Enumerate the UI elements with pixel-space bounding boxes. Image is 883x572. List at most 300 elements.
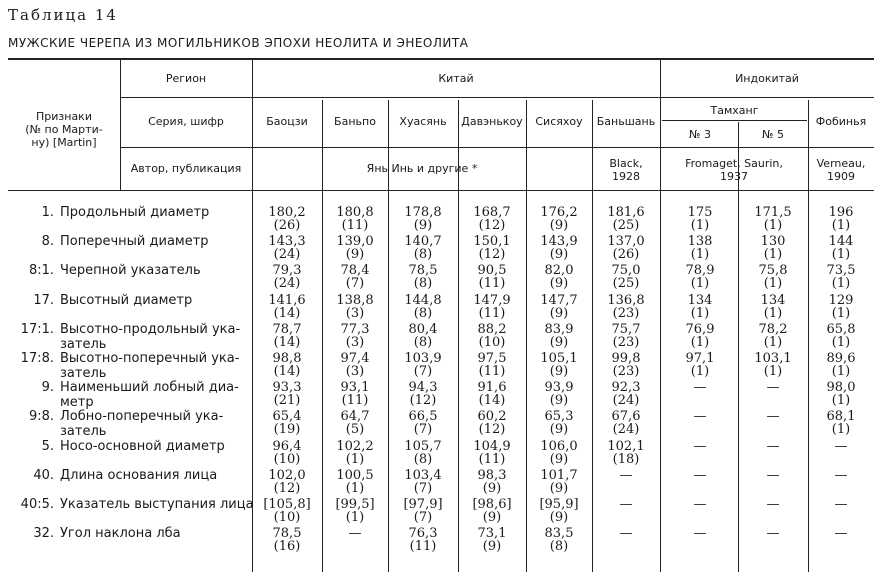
feature-number: 5. — [41, 439, 54, 454]
value-cell — [526, 381, 592, 407]
feature-number: 40. — [33, 468, 54, 483]
value-count: (9) — [549, 306, 569, 321]
value-count: (24) — [612, 422, 640, 437]
value-count: (9) — [549, 276, 569, 291]
value-count: (8) — [413, 247, 433, 262]
value-count: (9) — [345, 247, 365, 262]
value-cell — [738, 381, 808, 407]
value-count: (11) — [478, 276, 506, 291]
value-count: (12) — [478, 218, 506, 233]
value-count: (9) — [482, 510, 502, 525]
value-cell — [252, 381, 322, 407]
value-count: (1) — [831, 306, 851, 321]
value-cell — [592, 352, 660, 378]
value-cell — [252, 352, 322, 378]
value-count — [808, 482, 874, 495]
value-cell — [458, 440, 526, 466]
value-count: (23) — [612, 364, 640, 379]
value-count: (1) — [763, 364, 783, 379]
table-title: МУЖСКИЕ ЧЕРЕПА ИЗ МОГИЛЬНИКОВ ЭПОХИ НЕОЛИТА И ЭНЕОЛИТА — [8, 36, 469, 50]
value-cell — [388, 469, 458, 495]
value-mean: — — [619, 526, 633, 541]
value-mean: 79,3 — [272, 263, 302, 278]
value-cell — [252, 206, 322, 232]
value-count: (19) — [273, 422, 301, 437]
value-mean: 134 — [687, 293, 713, 308]
feature-text: Указатель выступания лица — [60, 497, 254, 512]
value-cell — [526, 410, 592, 436]
value-count: (1) — [690, 218, 710, 233]
value-mean: 143,3 — [268, 234, 306, 249]
value-count: (1) — [690, 247, 710, 262]
value-count — [738, 453, 808, 466]
value-cell — [388, 440, 458, 466]
feature-number: 8:1. — [28, 263, 54, 278]
value-cell — [662, 527, 738, 553]
rule-tamhang — [662, 120, 807, 121]
value-cell — [322, 206, 388, 232]
value-count: (9) — [549, 510, 569, 525]
value-mean: 137,0 — [607, 234, 645, 249]
value-cell — [252, 410, 322, 436]
value-count: (14) — [273, 364, 301, 379]
value-cell — [526, 469, 592, 495]
feature-label — [8, 468, 217, 483]
value-count: (9) — [549, 335, 569, 350]
value-count — [662, 423, 738, 436]
value-count: (1) — [690, 276, 710, 291]
value-count: (23) — [612, 306, 640, 321]
value-cell — [458, 323, 526, 349]
value-count — [808, 453, 874, 466]
feature-text: Длина основания лица — [60, 468, 218, 483]
value-mean: 78,5 — [408, 263, 438, 278]
value-cell — [322, 264, 388, 290]
value-mean: — — [834, 497, 848, 512]
value-cell — [808, 264, 874, 290]
feature-text: Угол наклона лба — [60, 526, 181, 541]
value-cell — [388, 206, 458, 232]
value-count: (26) — [612, 247, 640, 262]
feature-text: Носо-основной диаметр — [60, 439, 225, 454]
value-count — [662, 511, 738, 524]
value-cell — [808, 498, 874, 524]
value-mean: 102,0 — [268, 468, 306, 483]
value-mean: 66,5 — [408, 409, 438, 424]
value-count: (1) — [763, 335, 783, 350]
value-cell — [526, 264, 592, 290]
value-mean: 78,2 — [758, 322, 788, 337]
value-cell — [526, 440, 592, 466]
series-header: Баньшань — [596, 115, 656, 128]
value-cell — [458, 235, 526, 261]
value-count: (9) — [549, 364, 569, 379]
value-count: (8) — [413, 335, 433, 350]
series-header: Фобинья — [815, 115, 867, 128]
value-mean: 196 — [828, 205, 854, 220]
value-mean: 96,4 — [272, 439, 302, 454]
author-fromaget: Fromaget, Saurin, 1937 — [685, 157, 783, 183]
value-cell — [252, 323, 322, 349]
value-mean: 78,7 — [272, 322, 302, 337]
value-mean: 143,9 — [540, 234, 578, 249]
value-cell — [738, 294, 808, 320]
value-mean: 97,5 — [477, 351, 507, 366]
value-cell — [738, 206, 808, 232]
value-count: (9) — [549, 481, 569, 496]
feature-text: затель — [60, 366, 107, 381]
value-count — [808, 511, 874, 524]
feature-number: 9. — [41, 380, 54, 395]
value-cell — [592, 381, 660, 407]
value-cell — [662, 498, 738, 524]
value-count — [738, 482, 808, 495]
table-top-rule — [8, 58, 874, 60]
value-count: (1) — [690, 364, 710, 379]
value-mean: 180,8 — [336, 205, 374, 220]
value-count: (8) — [549, 539, 569, 554]
value-mean: 90,5 — [477, 263, 507, 278]
value-count: (1) — [831, 276, 851, 291]
value-cell — [388, 323, 458, 349]
value-cell — [662, 381, 738, 407]
value-mean: 78,5 — [272, 526, 302, 541]
feature-text: Высотно-поперечный ука- — [60, 351, 240, 366]
value-mean: 93,9 — [544, 380, 574, 395]
value-cell — [526, 527, 592, 553]
feature-number: 32. — [33, 526, 54, 541]
value-mean: 181,6 — [607, 205, 645, 220]
features-header: Признаки (№ по Марти- ну) [Martin] — [25, 110, 103, 149]
value-cell — [662, 440, 738, 466]
value-cell — [388, 352, 458, 378]
value-cell — [322, 469, 388, 495]
value-count: (10) — [273, 510, 301, 525]
value-mean: [105,8] — [263, 497, 311, 512]
value-count: (12) — [273, 481, 301, 496]
value-cell — [808, 410, 874, 436]
value-mean: 130 — [760, 234, 786, 249]
value-cell — [388, 381, 458, 407]
value-cell — [662, 294, 738, 320]
value-cell — [458, 381, 526, 407]
feature-label — [8, 351, 239, 381]
value-mean: [97,9] — [403, 497, 443, 512]
value-mean: 105,7 — [404, 439, 442, 454]
value-count: (7) — [413, 422, 433, 437]
value-mean: 65,4 — [272, 409, 302, 424]
series-header: Баоцзи — [266, 115, 308, 128]
feature-text: Черепной указатель — [60, 263, 201, 278]
value-mean: — — [766, 497, 780, 512]
value-mean: 168,7 — [473, 205, 511, 220]
feature-number: 17. — [33, 293, 54, 308]
value-mean: 106,0 — [540, 439, 578, 454]
value-cell — [738, 264, 808, 290]
value-count: (1) — [831, 218, 851, 233]
value-mean: 141,6 — [268, 293, 306, 308]
value-cell — [458, 206, 526, 232]
feature-label — [8, 322, 240, 352]
value-count: (7) — [413, 364, 433, 379]
value-mean: — — [693, 409, 707, 424]
value-count: (9) — [413, 218, 433, 233]
value-cell — [322, 323, 388, 349]
value-mean: 178,8 — [404, 205, 442, 220]
value-count: (25) — [612, 218, 640, 233]
value-mean: 144 — [828, 234, 854, 249]
value-cell — [322, 352, 388, 378]
value-count: (1) — [763, 247, 783, 262]
value-mean: [98,6] — [472, 497, 512, 512]
value-mean: — — [693, 380, 707, 395]
feature-text: Высотно-продольный ука- — [60, 322, 241, 337]
value-cell — [738, 352, 808, 378]
value-mean: 129 — [828, 293, 854, 308]
value-count: (9) — [549, 247, 569, 262]
value-mean: 60,2 — [477, 409, 507, 424]
value-mean: — — [693, 439, 707, 454]
value-cell — [738, 323, 808, 349]
feature-label — [8, 497, 254, 512]
header-bottom-rule — [8, 190, 874, 191]
value-cell — [592, 206, 660, 232]
value-mean: 171,5 — [754, 205, 792, 220]
value-count: (1) — [763, 218, 783, 233]
value-count: (8) — [413, 306, 433, 321]
value-cell — [808, 527, 874, 553]
value-count — [738, 423, 808, 436]
value-cell — [592, 469, 660, 495]
value-count: (11) — [478, 364, 506, 379]
value-mean: — — [693, 468, 707, 483]
value-cell — [592, 527, 660, 553]
value-cell — [388, 527, 458, 553]
value-count: (9) — [549, 393, 569, 408]
feature-label — [8, 526, 181, 541]
value-count: (7) — [413, 510, 433, 525]
value-count: (1) — [345, 452, 365, 467]
feature-text: Поперечный диаметр — [60, 234, 209, 249]
value-count — [592, 540, 660, 553]
value-mean: 83,9 — [544, 322, 574, 337]
value-count: (26) — [273, 218, 301, 233]
value-count — [738, 394, 808, 407]
value-count: (1) — [831, 364, 851, 379]
value-count: (12) — [478, 247, 506, 262]
value-mean: 91,6 — [477, 380, 507, 395]
value-cell — [322, 498, 388, 524]
value-cell — [322, 381, 388, 407]
value-mean: 139,0 — [336, 234, 374, 249]
value-mean: 65,8 — [826, 322, 856, 337]
region-label: Регион — [165, 72, 207, 85]
value-count: (16) — [273, 539, 301, 554]
value-mean: 101,7 — [540, 468, 578, 483]
region-indochina: Индокитай — [735, 72, 799, 85]
value-mean: 76,3 — [408, 526, 438, 541]
region-china: Китай — [438, 72, 474, 85]
tamhang-label: Тамханг — [710, 104, 759, 117]
value-count — [592, 482, 660, 495]
value-count — [322, 540, 388, 553]
value-mean: 76,9 — [685, 322, 715, 337]
value-mean: 100,5 — [336, 468, 374, 483]
value-mean: 103,4 — [404, 468, 442, 483]
value-cell — [526, 498, 592, 524]
value-mean: 94,3 — [408, 380, 438, 395]
value-mean: — — [348, 526, 362, 541]
value-mean: 93,3 — [272, 380, 302, 395]
table-number: Таблица 14 — [8, 6, 118, 24]
value-count: (1) — [345, 510, 365, 525]
value-cell — [738, 440, 808, 466]
value-mean: 67,6 — [611, 409, 641, 424]
value-mean: 68,1 — [826, 409, 856, 424]
feature-text: Высотный диаметр — [60, 293, 193, 308]
value-mean: 147,7 — [540, 293, 578, 308]
series-header: Баньпо — [334, 115, 376, 128]
value-cell — [526, 206, 592, 232]
feature-label — [8, 234, 209, 249]
value-mean: — — [693, 526, 707, 541]
value-mean: 180,2 — [268, 205, 306, 220]
feature-label — [8, 380, 239, 410]
value-cell — [808, 469, 874, 495]
value-mean: — — [834, 439, 848, 454]
value-mean: — — [766, 468, 780, 483]
value-count: (3) — [345, 306, 365, 321]
value-cell — [252, 235, 322, 261]
feature-text: затель — [60, 337, 107, 352]
value-mean: 140,7 — [404, 234, 442, 249]
value-mean: 78,9 — [685, 263, 715, 278]
value-mean: 73,1 — [477, 526, 507, 541]
value-mean: 64,7 — [340, 409, 370, 424]
value-cell — [592, 264, 660, 290]
series-header: № 5 — [762, 128, 784, 141]
feature-text: затель — [60, 424, 107, 439]
value-cell — [662, 469, 738, 495]
value-cell — [808, 235, 874, 261]
value-mean: 176,2 — [540, 205, 578, 220]
feature-label — [8, 439, 225, 454]
value-cell — [526, 352, 592, 378]
value-count: (11) — [478, 452, 506, 467]
value-mean: 82,0 — [544, 263, 574, 278]
value-mean: 97,1 — [685, 351, 715, 366]
series-header: Сисяхоу — [535, 115, 583, 128]
value-cell — [322, 294, 388, 320]
feature-number: 9:8. — [28, 409, 54, 424]
value-count: (1) — [831, 247, 851, 262]
value-count: (1) — [763, 276, 783, 291]
value-cell — [592, 323, 660, 349]
value-cell — [252, 527, 322, 553]
value-count: (1) — [690, 335, 710, 350]
value-mean: 136,8 — [607, 293, 645, 308]
value-mean: 78,4 — [340, 263, 370, 278]
value-mean: 102,2 — [336, 439, 374, 454]
value-cell — [252, 498, 322, 524]
value-cell — [458, 498, 526, 524]
value-cell — [808, 294, 874, 320]
feature-text: Наименьший лобный диа- — [60, 380, 239, 395]
value-cell — [458, 264, 526, 290]
value-mean: 134 — [760, 293, 786, 308]
value-cell — [458, 410, 526, 436]
value-count: (9) — [549, 422, 569, 437]
value-cell — [808, 206, 874, 232]
value-mean: 75,8 — [758, 263, 788, 278]
value-cell — [738, 527, 808, 553]
value-mean: 175 — [687, 205, 713, 220]
value-mean: 83,5 — [544, 526, 574, 541]
value-mean: 138 — [687, 234, 713, 249]
value-mean: 97,4 — [340, 351, 370, 366]
value-count: (1) — [831, 422, 851, 437]
feature-number: 17:1. — [20, 322, 54, 337]
value-cell — [662, 323, 738, 349]
value-mean: — — [766, 380, 780, 395]
author-yan: Янь Инь и другие * — [366, 162, 478, 175]
value-mean: 98,3 — [477, 468, 507, 483]
feature-number: 40:5. — [20, 497, 54, 512]
value-mean: — — [834, 468, 848, 483]
value-mean: 65,3 — [544, 409, 574, 424]
feature-label — [8, 205, 209, 220]
value-cell — [738, 235, 808, 261]
value-mean: 138,8 — [336, 293, 374, 308]
value-cell — [662, 264, 738, 290]
value-count: (11) — [409, 539, 437, 554]
value-count: (11) — [341, 393, 369, 408]
value-count: (1) — [345, 481, 365, 496]
value-count — [662, 453, 738, 466]
value-mean: 98,8 — [272, 351, 302, 366]
value-cell — [388, 410, 458, 436]
value-cell — [738, 410, 808, 436]
value-mean: — — [619, 497, 633, 512]
value-mean: 73,5 — [826, 263, 856, 278]
value-cell — [388, 235, 458, 261]
feature-label — [8, 409, 223, 439]
feature-number: 17:8. — [20, 351, 54, 366]
value-mean: 150,1 — [473, 234, 511, 249]
value-count: (24) — [273, 247, 301, 262]
value-cell — [738, 498, 808, 524]
value-cell — [388, 294, 458, 320]
feature-text: Лобно-поперечный ука- — [60, 409, 224, 424]
divider-regions — [660, 60, 661, 572]
value-cell — [252, 469, 322, 495]
series-header: Хуасянь — [399, 115, 447, 128]
value-count: (11) — [341, 218, 369, 233]
value-mean: 147,9 — [473, 293, 511, 308]
value-mean: 104,9 — [473, 439, 511, 454]
value-cell — [738, 469, 808, 495]
value-cell — [388, 264, 458, 290]
value-mean: 105,1 — [540, 351, 578, 366]
value-count: (3) — [345, 364, 365, 379]
value-count — [662, 482, 738, 495]
value-mean: 99,8 — [611, 351, 641, 366]
value-count — [592, 511, 660, 524]
value-mean: — — [834, 526, 848, 541]
value-cell — [662, 206, 738, 232]
value-count — [662, 540, 738, 553]
value-count: (8) — [413, 452, 433, 467]
